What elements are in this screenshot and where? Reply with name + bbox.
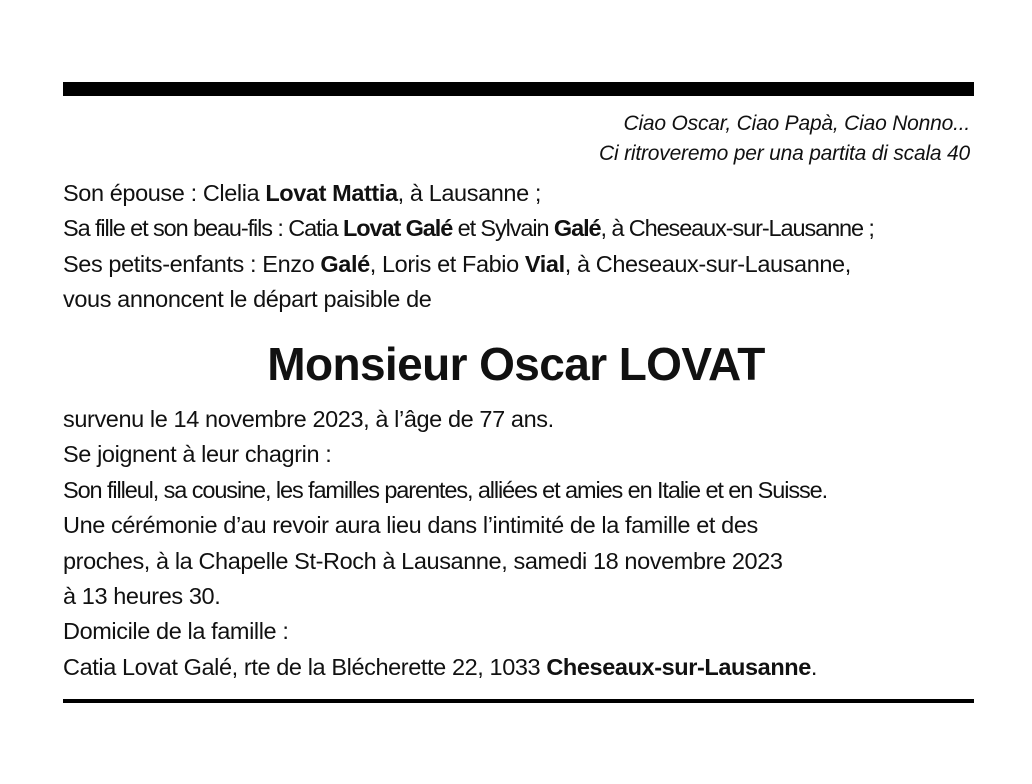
- epigraph-line-2: Ci ritroveremo per una partita di scala 40: [599, 142, 970, 165]
- address-city: Cheseaux-sur-Lausanne: [546, 653, 811, 680]
- epigraph: [599, 109, 970, 169]
- joined-line: Se joignent à leur chagrin :: [63, 441, 332, 468]
- address-line: [63, 650, 978, 685]
- son-in-law-name: Galé: [553, 215, 601, 242]
- grandchildren-line: [63, 247, 978, 282]
- spouse-suffix: , à Lausanne ;: [397, 180, 542, 206]
- grandchildren-prefix: Ses petits-enfants : Enzo: [63, 250, 321, 277]
- ceremony-line-3: à 13 heures 30.: [63, 583, 221, 610]
- grandchild-name-1: Galé: [320, 250, 370, 277]
- details: [63, 402, 978, 685]
- spouse-name: Lovat Mattia: [265, 180, 398, 206]
- spouse-line: [63, 176, 978, 211]
- grandchildren-suffix: , à Cheseaux-sur-Lausanne,: [564, 250, 851, 277]
- family-list: [63, 176, 978, 318]
- ceremony-line-1: Une cérémonie d’au revoir aura lieu dans l’intimité de la famille et des: [63, 512, 758, 539]
- ceremony-line-2: proches, à la Chapelle St-Roch à Lausanne, samedi 18 novembre 2023: [63, 547, 783, 574]
- daughter-middle: et Sylvain: [452, 215, 554, 242]
- daughter-name: Lovat Galé: [343, 215, 453, 242]
- daughter-prefix: Sa fille et son beau-fils : Catia: [63, 215, 344, 242]
- domicile-label: Domicile de la famille :: [63, 618, 289, 645]
- announce-line: vous annoncent le départ paisible de: [63, 286, 432, 313]
- daughter-line: [63, 211, 978, 246]
- epigraph-line-1: Ciao Oscar, Ciao Papà, Ciao Nonno...: [623, 112, 970, 135]
- grandchildren-middle: , Loris et Fabio: [369, 250, 525, 277]
- spouse-prefix: Son épouse : Clelia: [63, 180, 266, 206]
- grandchild-name-2: Vial: [524, 250, 565, 277]
- address-prefix: Catia Lovat Galé, rte de la Blécherette 22, 1033: [63, 653, 547, 680]
- date-line: survenu le 14 novembre 2023, à l’âge de 77 ans.: [63, 406, 554, 432]
- address-suffix: .: [810, 653, 818, 680]
- relatives-line: Son filleul, sa cousine, les familles parentes, alliées et amies en Italie et en Suisse.: [63, 476, 828, 503]
- deceased-name: Monsieur Oscar LOVAT: [267, 338, 765, 390]
- daughter-suffix: , à Cheseaux-sur-Lausanne ;: [600, 215, 874, 242]
- top-rule: [63, 82, 974, 96]
- bottom-rule: [63, 699, 974, 703]
